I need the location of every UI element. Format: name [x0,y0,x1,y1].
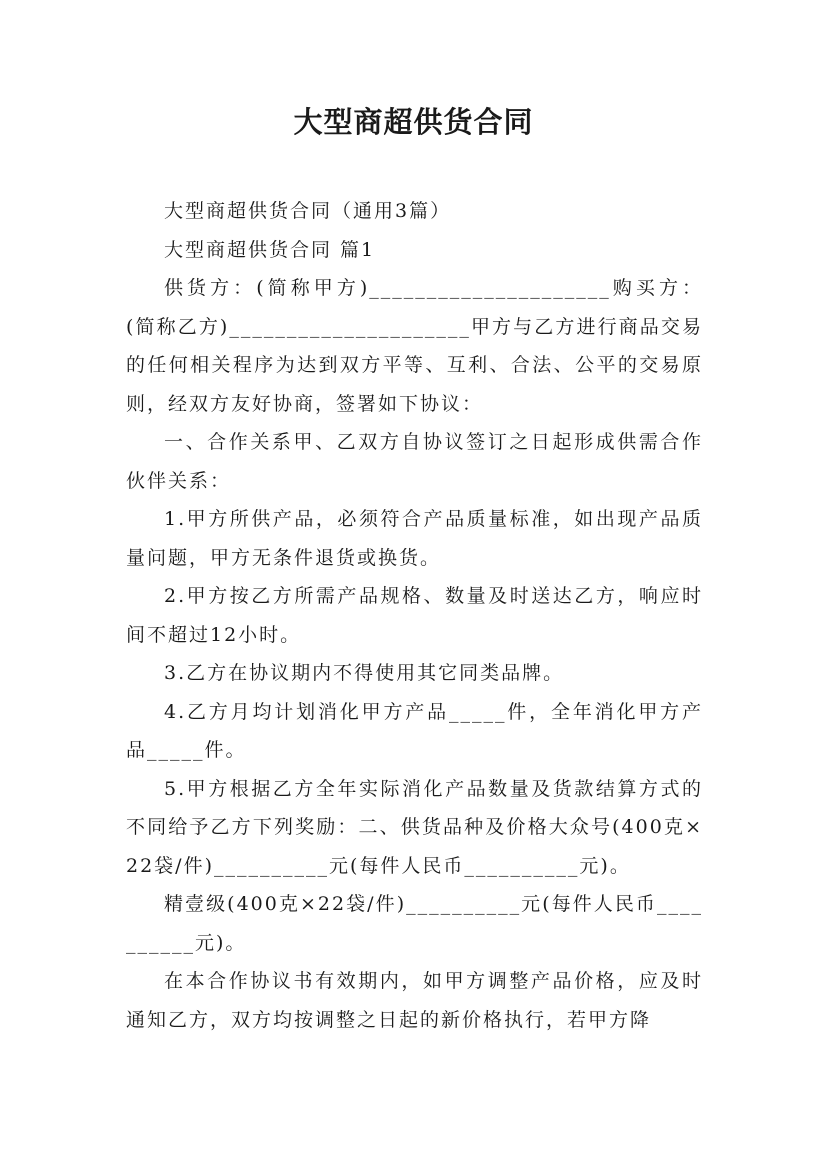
document-title: 大型商超供货合同 [293,105,534,139]
section-heading-paragraph: 大型商超供货合同 篇1 [164,238,376,261]
cooperation-paragraph: 一、合作关系甲、乙双方自协议签订之日起形成供需合作伙伴关系： [126,431,703,492]
clause-2-paragraph: 2.甲方按乙方所需产品规格、数量及时送达乙方，响应时间不超过12小时。 [126,585,703,646]
clause-3-paragraph: 3.乙方在协议期内不得使用其它同类品牌。 [164,662,565,684]
clause-4-paragraph: 4.乙方月均计划消化甲方产品_____件，全年消化甲方产品_____件。 [126,700,703,761]
clause-1-paragraph: 1.甲方所供产品，必须符合产品质量标准，如出现产品质量问题，甲方无条件退货或换货。 [126,508,703,569]
document-body [126,192,703,1039]
parties-paragraph: 供货方：(简称甲方)_____________________购买方：(简称乙方)_____________________甲方与乙方进行商品交易的任何相关程序为达到双方平等、互利、合法、公平的交易原则，经双方友好协商，签署如下协议： [126,277,703,415]
price-adjustment-paragraph: 在本合作协议书有效期内，如甲方调整产品价格，应及时通知乙方，双方均按调整之日起的新价格执行，若甲方降 [126,970,703,1031]
price-paragraph: 精壹级(400克×22袋/件)__________元(每件人民币__________元)。 [126,893,703,954]
clause-5-paragraph: 5.甲方根据乙方全年实际消化产品数量及货款结算方式的不同给予乙方下列奖励：二、供货品种及价格大众号(400克×22袋/件)__________元(每件人民币__________元)。 [126,777,703,877]
subtitle-paragraph: 大型商超供货合同（通用3篇） [164,200,452,222]
